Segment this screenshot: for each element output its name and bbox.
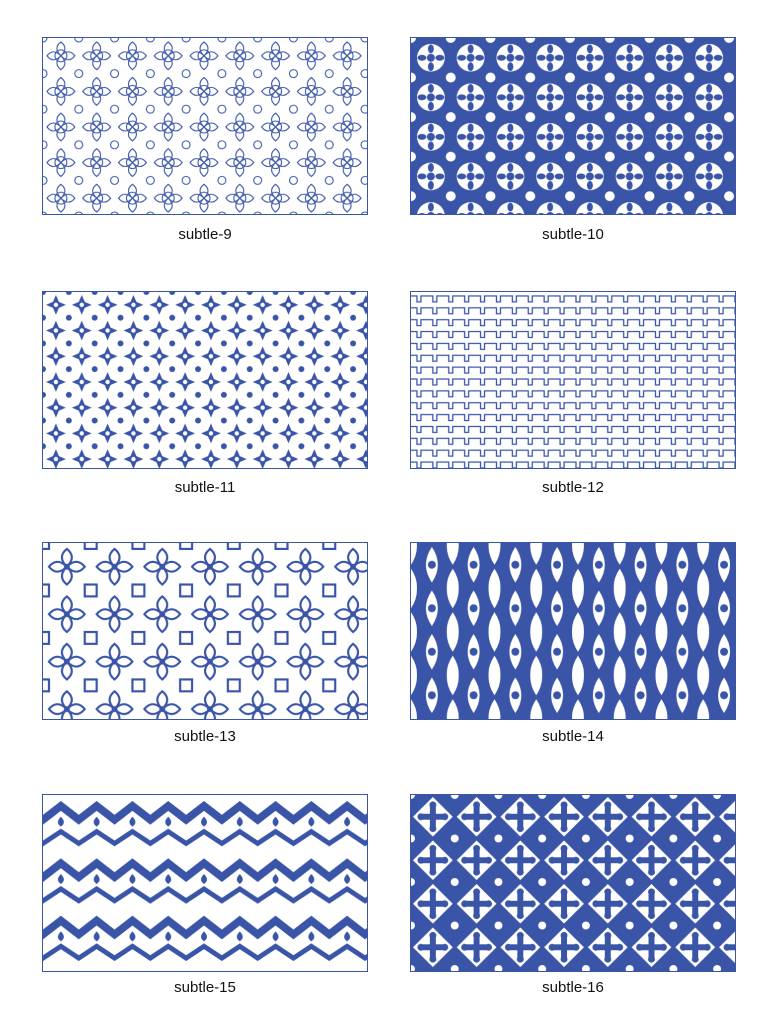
pattern-card-subtle-9[interactable] (42, 37, 368, 215)
pattern-label: subtle-11 (174, 479, 236, 496)
pattern-swatch[interactable] (42, 291, 368, 469)
pattern-card-subtle-15[interactable] (42, 794, 368, 972)
pattern-label: subtle-14 (542, 728, 604, 745)
pattern-swatch[interactable] (42, 542, 368, 720)
pattern-card-subtle-12[interactable] (410, 291, 736, 469)
pattern-swatch[interactable] (410, 37, 736, 215)
pattern-swatch[interactable] (42, 794, 368, 972)
pattern-card-subtle-10[interactable] (410, 37, 736, 215)
pattern-label: subtle-13 (174, 728, 236, 745)
pattern-swatch[interactable] (410, 794, 736, 972)
pattern-card-subtle-11[interactable] (42, 291, 368, 469)
pattern-label: subtle-12 (542, 479, 604, 496)
pattern-card-subtle-16[interactable] (410, 794, 736, 972)
pattern-label: subtle-15 (174, 979, 236, 996)
pattern-label: subtle-9 (178, 226, 232, 243)
pattern-swatch[interactable] (42, 37, 368, 215)
pattern-label: subtle-10 (542, 226, 604, 243)
pattern-label: subtle-16 (542, 979, 604, 996)
pattern-card-subtle-13[interactable] (42, 542, 368, 720)
pattern-card-subtle-14[interactable] (410, 542, 736, 720)
pattern-swatch[interactable] (410, 542, 736, 720)
pattern-swatch[interactable] (410, 291, 736, 469)
